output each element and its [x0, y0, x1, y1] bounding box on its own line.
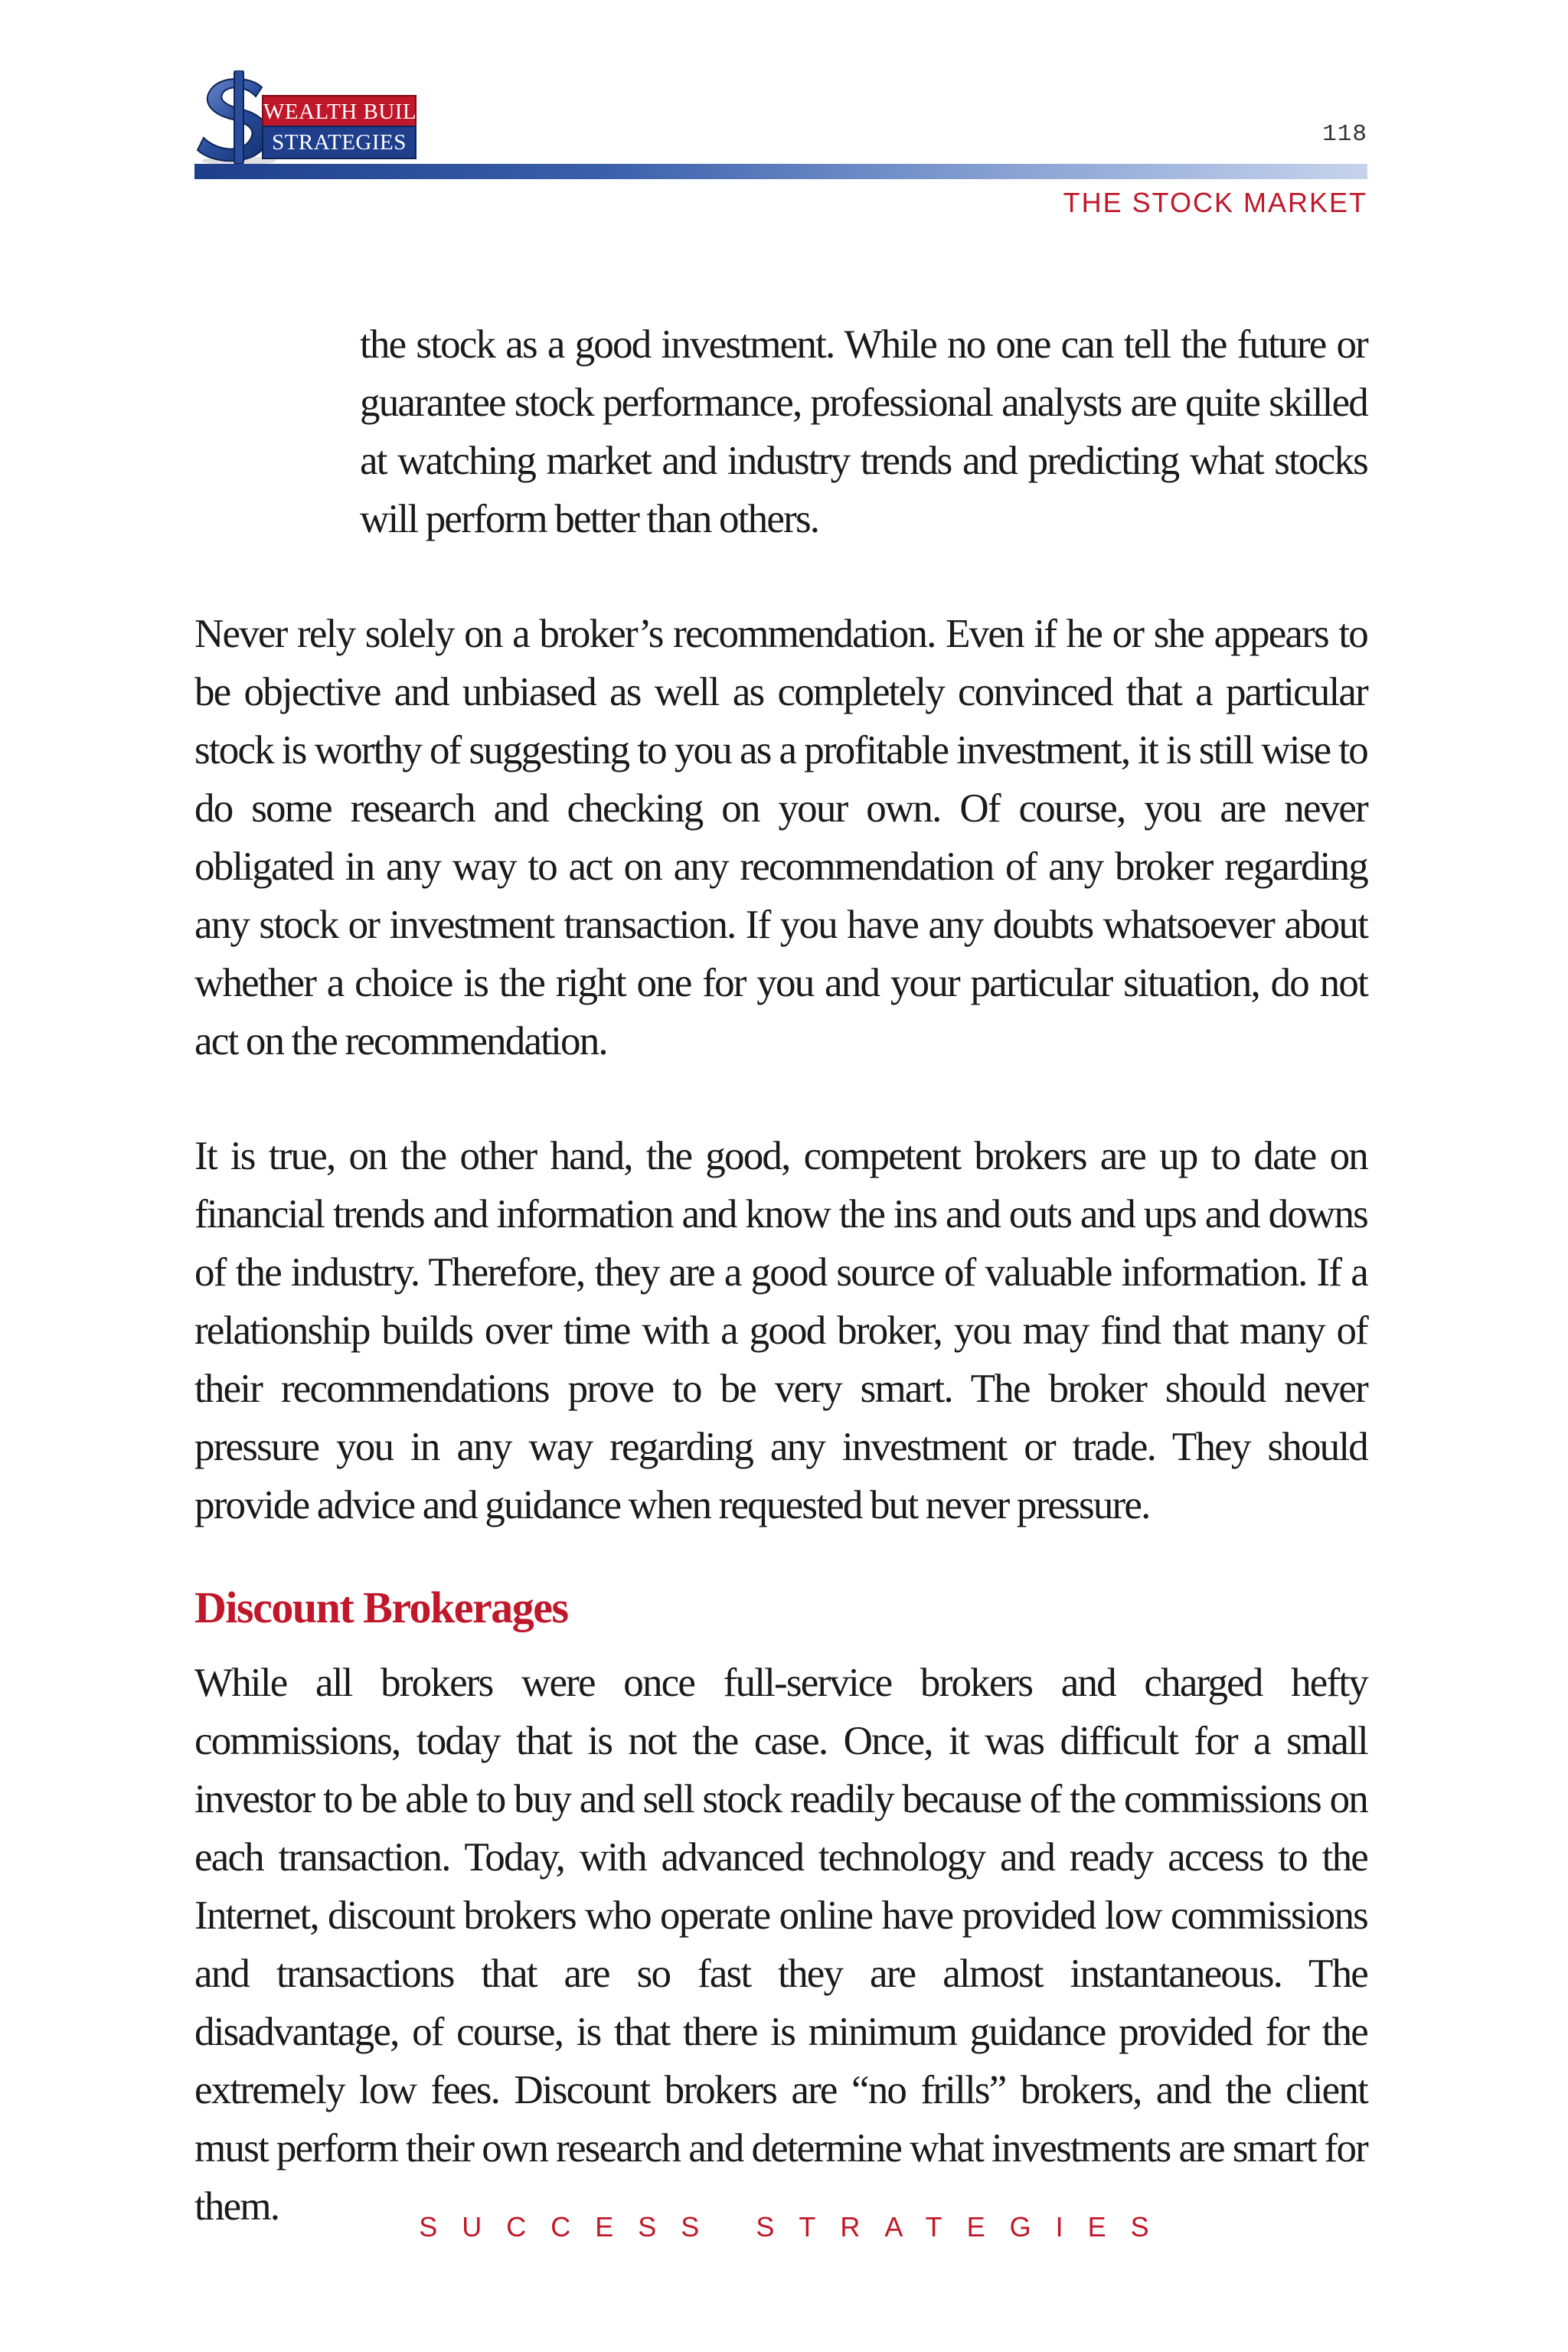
page-content: [194, 315, 1367, 2236]
header-gradient-bar: [194, 164, 1367, 179]
wealth-building-logo: [191, 70, 474, 166]
body-paragraph-discount-brokers: While all brokers were once full-service brokers and charged hefty commissions, today that is not the case. Once, it was difficult for a small investor to be able to buy and sell stock readily because of the commissions on each transaction. Today, with advanced technology and ready access to the Internet, discount brokers who operate online have provided low commissions and transactions that are so fast they are almost instantaneous. The disadvantage, of course, is that there is minimum guidance provided for the extremely low fees. Discount brokers are “no frills” brokers, and the client must perform their own research and determine what investments are smart for them.: [194, 1661, 1367, 2229]
footer-success-strategies: SUCCESS STRATEGIES: [419, 2211, 1174, 2243]
page-number: 118: [1322, 121, 1367, 148]
continued-paragraph: the stock as a good investment. While no one can tell the future or guarantee stock performance, professional analysts are quite skilled at watching market and industry trends and predicting what stocks will perform better than others.: [360, 322, 1367, 541]
section-heading-discount-brokerages: Discount Brokerages: [194, 1583, 568, 1632]
body-paragraph-competent-brokers: It is true, on the other hand, the good, competent brokers are up to date on financial trends and information and know the ins and outs and ups and downs of the industry. Therefore, they are a good source of valuable information. If a relationship builds over time with a good broker, you may find that many of their recommendations prove to be very smart. The broker should never pressure you in any way regarding any investment or trade. They should provide advice and guidance when requested but never pressure.: [194, 1134, 1367, 1527]
running-section-title: THE STOCK MARKET: [1063, 187, 1367, 218]
body-paragraph-broker-recommendation: Never rely solely on a broker’s recommendation. Even if he or she appears to be objective and unbiased as well as completely convinced that a particular stock is worthy of suggesting to you as a profitable investment, it is still wise to do some research and checking on your own. Of course, you are never obligated in any way to act on any recommendation of any broker regarding any stock or investment transaction. If you have any doubts whatsoever about whether a choice is the right one for you and your particular situation, do not act on the recommendation.: [194, 612, 1367, 1063]
logo-wealth-building-label: WEALTH BUILDING: [262, 95, 416, 129]
logo-strategies-label: STRATEGIES: [262, 126, 416, 159]
